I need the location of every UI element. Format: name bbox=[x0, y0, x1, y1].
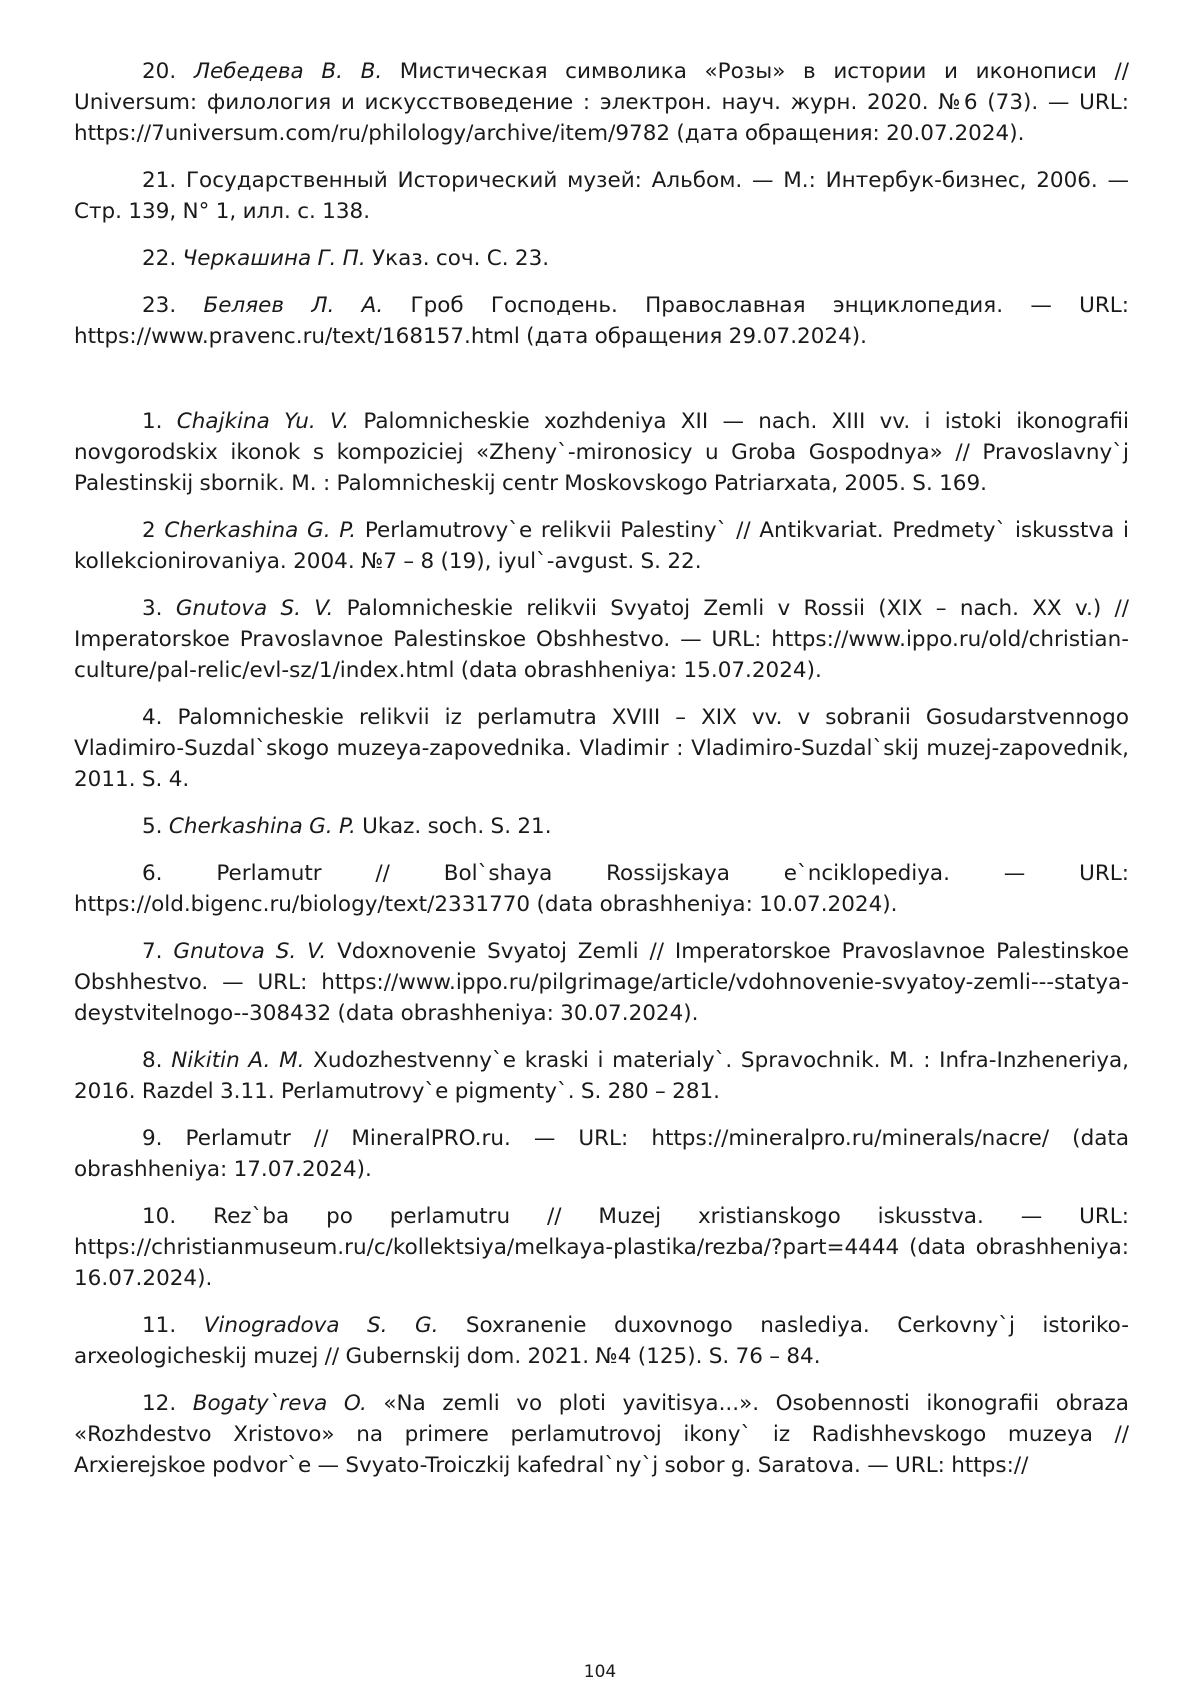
reference-text: Rez`ba po perlamutru // Muzej xristianskogo iskusstva. — URL: https://christianmuseum.ru/c/kollektsiya/melkaya-plastika/rezba/?part=4444 (data obrashheniya: 16.07.2024). bbox=[74, 1204, 1129, 1291]
reference-item bbox=[74, 243, 1129, 274]
reference-author: Bogaty`reva O. bbox=[192, 1391, 367, 1416]
reference-item bbox=[74, 290, 1129, 352]
reference-text: «Na zemli vo ploti yavitisya...». Osobennosti ikonografii obraza «Rozhdestvo Xristovo» na primere perlamutrovoj ikony` iz Radishhevskogo muzeya // Arxierejskoe podvor`e — Svyato-Troiczkij kafedral`ny`j sobor g. Saratova. — URL: https:// bbox=[74, 1391, 1129, 1478]
reference-item bbox=[74, 1045, 1129, 1107]
reference-number: 20. bbox=[142, 59, 177, 84]
reference-text: Указ. соч. С. 23. bbox=[365, 246, 550, 271]
reference-item bbox=[74, 1201, 1129, 1294]
reference-author: Черкашина Г. П. bbox=[182, 246, 366, 271]
reference-author: Vinogradova S. G. bbox=[203, 1313, 439, 1338]
reference-item bbox=[74, 1310, 1129, 1372]
reference-number: 6. bbox=[142, 861, 163, 886]
reference-text: Perlamutr // MineralPRO.ru. — URL: https://mineralpro.ru/minerals/nacre/ (data obrashheniya: 17.07.2024). bbox=[74, 1126, 1129, 1182]
reference-item bbox=[74, 1388, 1129, 1481]
reference-author: Cherkashina G. P. bbox=[168, 814, 356, 839]
reference-number: 21. bbox=[142, 168, 177, 193]
reference-number: 23. bbox=[142, 293, 177, 318]
reference-text: Ukaz. soch. S. 21. bbox=[355, 814, 552, 839]
reference-author: Cherkashina G. P. bbox=[164, 518, 357, 543]
reference-number: 10. bbox=[142, 1204, 177, 1229]
reference-author: Gnutova S. V. bbox=[175, 596, 334, 621]
reference-item bbox=[74, 936, 1129, 1029]
reference-number: 3. bbox=[142, 596, 163, 621]
reference-number: 12. bbox=[142, 1391, 177, 1416]
reference-item bbox=[74, 165, 1129, 227]
reference-author: Лебедева В. В. bbox=[193, 59, 383, 84]
reference-text: Xudozhestvenny`e kraski i materialy`. Spravochnik. M. : Infra-Inzheneriya, 2016. Razdel 3.11. Perlamutrovy`e pigmenty`. S. 280 – 281. bbox=[74, 1048, 1129, 1104]
reference-number: 1. bbox=[142, 409, 163, 434]
reference-item bbox=[74, 406, 1129, 499]
reference-number: 9. bbox=[142, 1126, 163, 1151]
reference-text: Гроб Господень. Православная энциклопедия. — URL: https://www.pravenc.ru/text/168157.html (дата обращения 29.07.2024). bbox=[74, 293, 1130, 349]
reference-author: Gnutova S. V. bbox=[173, 939, 327, 964]
reference-number: 5. bbox=[142, 814, 163, 839]
reference-number: 8. bbox=[142, 1048, 163, 1073]
reference-text: Palomnicheskie relikvii iz perlamutra XVIII – XIX vv. v sobranii Gosudarstvennogo Vladimiro-Suzdal`skogo muzeya-zapovednika. Vladimir : Vladimiro-Suzdal`skij muzej-zapovednik, 2011. S. 4. bbox=[74, 705, 1129, 792]
reference-number: 22. bbox=[142, 246, 177, 271]
reference-author: Беляев Л. А. bbox=[203, 293, 384, 318]
section-gap bbox=[74, 368, 1129, 406]
reference-text: Мистическая символика «Розы» в истории и иконописи // Universum: филология и искусствоведение : электрон. науч. журн. 2020. №6 (73). — URL: https://7universum.com/ru/philology/archive/item/9782 (дата обращения: 20.07.2024). bbox=[74, 59, 1129, 146]
reference-text: Palomnicheskie relikvii Svyatoj Zemli v Rossii (XIX – nach. XX v.) // Imperatorskoe Pravoslavnoe Palestinskoe Obshhestvo. — URL: https://www.ippo.ru/old/christian-culture/pal-relic/evl-sz/1/index.html (data obrashheniya: 15.07.2024). bbox=[74, 596, 1129, 683]
reference-author: Nikitin A. M. bbox=[171, 1048, 305, 1073]
reference-text: Palomnicheskie xozhdeniya XII — nach. XIII vv. i istoki ikonografii novgorodskix ikonok s kompoziciej «Zheny`-mironosicy u Groba Gospodnya» // Pravoslavny`j Palestinskij sbornik. M. : Palomnicheskij centr Moskovskogo Patriarxata, 2005. S. 169. bbox=[74, 409, 1129, 496]
page-body bbox=[74, 56, 1129, 1497]
reference-item bbox=[74, 56, 1129, 149]
reference-item bbox=[74, 1123, 1129, 1185]
reference-text: Vdoxnovenie Svyatoj Zemli // Imperatorskoe Pravoslavnoe Palestinskoe Obshhestvo. — URL: https://www.ippo.ru/pilgrimage/article/vdohnovenie-svyatoy-zemli---statya-deystvitelnogo--308432 (data obrashheniya: 30.07.2024). bbox=[74, 939, 1130, 1026]
reference-text: Perlamutrovy`e relikvii Palestiny` // Antikvariat. Predmety` iskusstva i kollekcionirovaniya. 2004. №7 – 8 (19), iyul`-avgust. S. 22. bbox=[74, 518, 1129, 574]
reference-author: Chajkina Yu. V. bbox=[176, 409, 350, 434]
reference-item bbox=[74, 702, 1129, 795]
reference-list-transliterated bbox=[74, 406, 1129, 1481]
reference-item bbox=[74, 858, 1129, 920]
reference-item bbox=[74, 593, 1129, 686]
reference-list-russian bbox=[74, 56, 1129, 352]
reference-text: Soxranenie duxovnogo naslediya. Cerkovny`j istoriko-arxeologicheskij muzej // Gubernskij dom. 2021. №4 (125). S. 76 – 84. bbox=[74, 1313, 1129, 1369]
reference-number: 11. bbox=[142, 1313, 177, 1338]
page-number: 104 bbox=[583, 1662, 617, 1682]
reference-item bbox=[74, 811, 1129, 842]
reference-item bbox=[74, 515, 1129, 577]
reference-number: 7. bbox=[142, 939, 163, 964]
reference-text: Государственный Исторический музей: Альбом. — М.: Интербук-бизнес, 2006. — Стр. 139, N° 1, илл. с. 138. bbox=[74, 168, 1129, 224]
reference-number: 4. bbox=[142, 705, 163, 730]
reference-number: 2 bbox=[142, 518, 156, 543]
reference-text: Perlamutr // Bol`shaya Rossijskaya e`nciklopediya. — URL: https://old.bigenc.ru/biology/text/2331770 (data obrashheniya: 10.07.2024). bbox=[74, 861, 1129, 917]
